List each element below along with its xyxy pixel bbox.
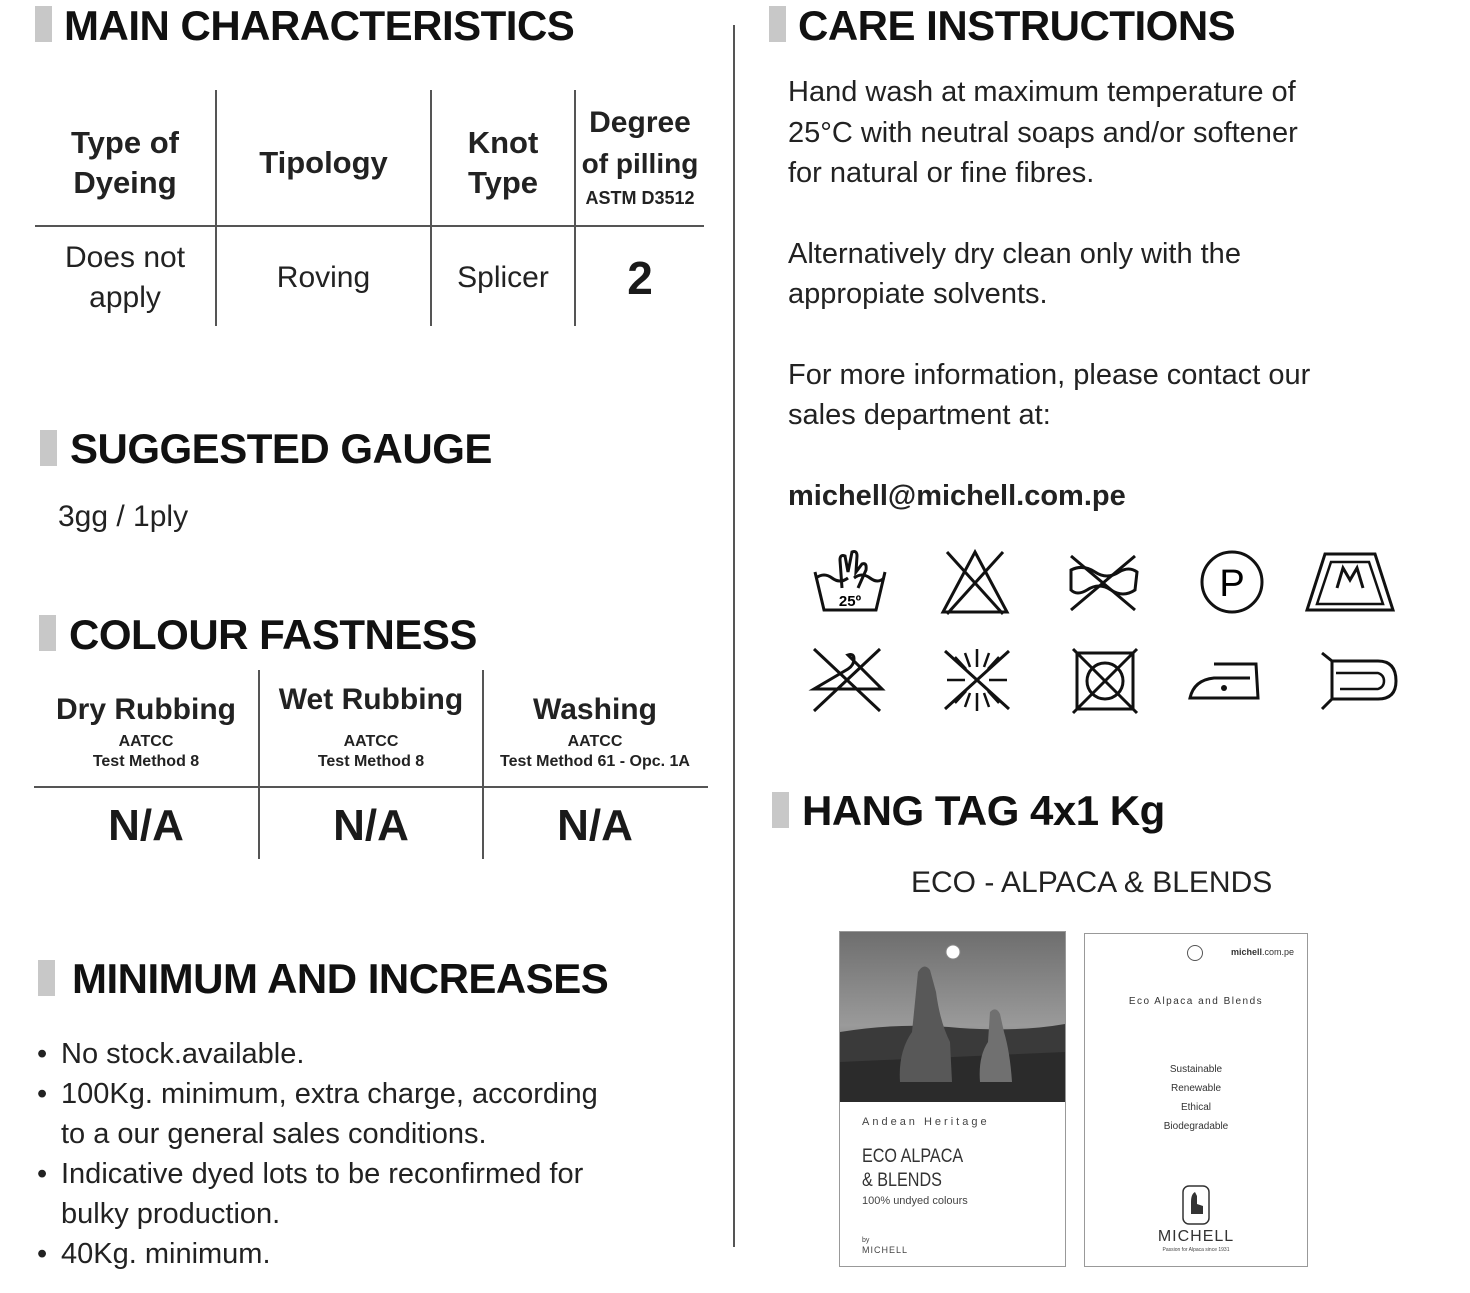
section-marker	[769, 6, 786, 42]
professional-cleaning-icon	[1192, 548, 1272, 618]
column-divider	[733, 25, 735, 1247]
back-title: Eco Alpaca and Blends	[1128, 996, 1264, 1007]
svg-text:P: P	[1219, 563, 1245, 605]
colour-fastness-title: COLOUR FASTNESS	[69, 611, 477, 658]
value-tipology: Roving	[276, 261, 371, 294]
iron-icon	[1188, 650, 1268, 720]
section-marker	[40, 430, 57, 466]
hang-tag-subtitle: ECO - ALPACA & BLENDS	[911, 866, 1273, 899]
svg-text:25º: 25º	[838, 593, 862, 610]
main-characteristics-title: MAIN CHARACTERISTICS	[64, 2, 575, 49]
value-type-of-dyeing: Does not apply	[64, 241, 186, 314]
value-degree-of-pilling: 2	[627, 252, 653, 304]
care-paragraph-3: For more information, please contact our sales department at:	[788, 358, 1311, 431]
list-item: • 100Kg. minimum, extra charge, according to a our general sales conditions.	[37, 1074, 717, 1154]
no-bleach-icon	[935, 548, 1015, 618]
header-dry-rubbing: Dry Rubbing AATCC Test Method 8	[56, 693, 236, 770]
front-brand: MICHELL	[862, 1245, 909, 1255]
alpaca-photo	[840, 932, 1065, 1102]
hang-tag-title: HANG TAG 4x1 Kg	[802, 787, 1165, 834]
tag-hole	[1187, 945, 1203, 961]
back-brand: MICHELL	[1157, 1228, 1235, 1245]
header-knot-type: Knot Type	[467, 124, 539, 200]
header-tipology: Tipology	[259, 144, 388, 180]
list-item: • 40Kg. minimum.	[37, 1234, 717, 1274]
dry-clean-symbol-icon	[1305, 548, 1395, 618]
front-by: by	[862, 1237, 870, 1244]
header-wet-rubbing: Wet Rubbing AATCC Test Method 8	[278, 683, 464, 770]
care-paragraph-2: Alternatively dry clean only with the appropiate solvents.	[788, 237, 1241, 310]
header-washing: Washing AATCC Test Method 61 - Opc. 1A	[500, 693, 690, 770]
contact-email[interactable]: michell@michell.com.pe	[788, 479, 1126, 512]
gauge-value: 3gg / 1ply	[58, 500, 189, 533]
no-hanging-dry-icon	[808, 645, 888, 715]
minimum-list	[37, 1034, 717, 1274]
front-heritage: Andean Heritage	[862, 1116, 990, 1128]
suggested-gauge-title: SUGGESTED GAUGE	[70, 425, 492, 472]
no-sun-icon	[937, 645, 1017, 715]
hand-wash-icon	[810, 548, 890, 618]
hang-tag-back	[1084, 933, 1308, 1267]
no-dryer-icon	[1065, 645, 1145, 715]
michell-logo-icon	[1181, 1184, 1211, 1226]
care-paragraph-1: Hand wash at maximum temperature of 25°C with neutral soaps and/or softener for natural or fine fibres.	[788, 76, 1298, 189]
front-name-line-2: & BLENDS	[862, 1170, 942, 1191]
list-item: • Indicative dyed lots to be reconfirmed for bulky production.	[37, 1154, 717, 1234]
section-marker	[39, 615, 56, 651]
header-degree-of-pilling: Degree of pilling ASTM D3512	[581, 105, 699, 208]
header-type-of-dyeing: Type of Dyeing	[71, 124, 179, 200]
back-tagline: Passion for Alpaca since 1931	[1162, 1247, 1230, 1253]
value-knot-type: Splicer	[457, 261, 549, 294]
care-text	[788, 72, 1448, 516]
value-wet-rubbing: N/A	[333, 801, 409, 850]
value-washing: N/A	[557, 801, 633, 850]
front-note: 100% undyed colours	[862, 1195, 968, 1207]
back-words: Sustainable Renewable Ethical Biodegradable	[1163, 1064, 1229, 1132]
back-url: michell.com.pe	[1231, 947, 1295, 957]
list-item: • No stock.available.	[37, 1034, 717, 1074]
value-dry-rubbing: N/A	[108, 801, 184, 850]
flat-dry-icon	[1318, 645, 1398, 715]
section-marker	[35, 6, 52, 42]
front-name-line-1: ECO ALPACA	[862, 1146, 964, 1167]
hang-tag-front	[839, 931, 1066, 1267]
minimum-and-increases-title: MINIMUM AND INCREASES	[72, 955, 609, 1002]
no-tumble-dry-icon	[1063, 548, 1143, 618]
section-marker	[772, 792, 789, 828]
section-marker	[38, 960, 55, 996]
care-instructions-title: CARE INSTRUCTIONS	[798, 2, 1236, 49]
